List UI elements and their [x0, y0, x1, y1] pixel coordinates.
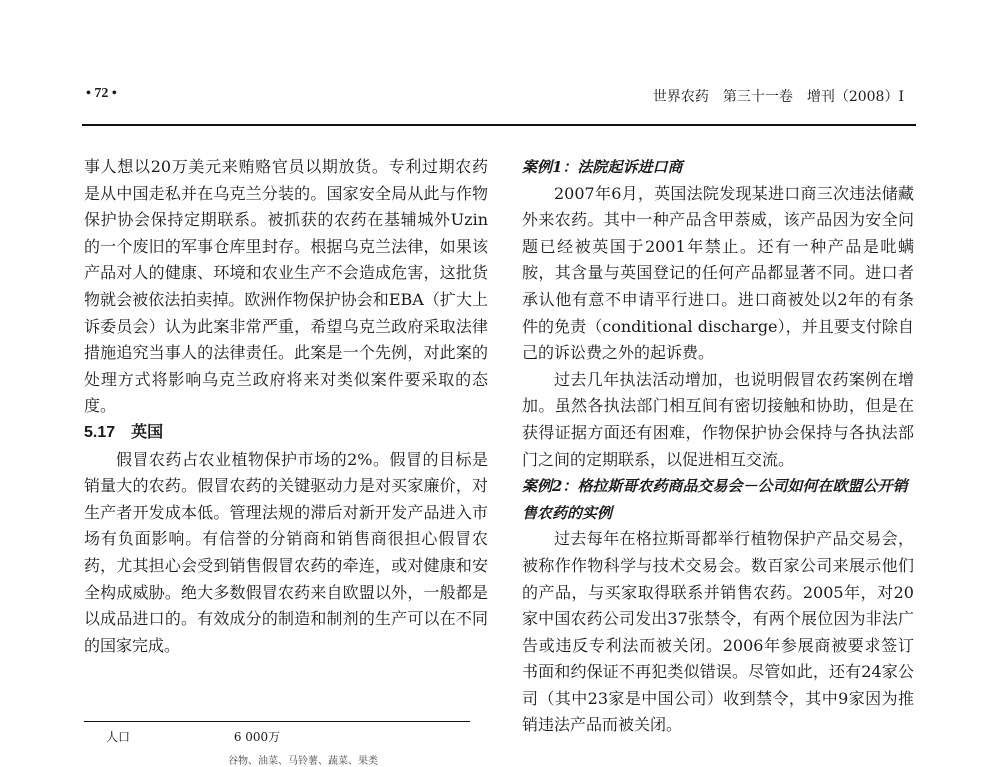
- case2-title: 案例2：格拉斯哥农药商品交易会－公司如何在欧盟公开销售农药的实例: [522, 477, 908, 522]
- table-top-rule: [84, 721, 470, 722]
- paragraph-ukraine-case: 事人想以20万美元来贿赂官员以期放货。专利过期农药是从中国走私并在乌克兰分装的。国家安全局从此与作物保护协会保持定期联系。被抓获的农药在基辅城外Uzin的一个废旧的军事仓库里封存。根据乌克兰法律，如果该产品对人的健康、环境和农业生产不会造成危害，这批货物就会被依法拍卖掉。欧洲作物保护协会和EBA（扩大上诉委员会）认为此案非常严重，希望乌克兰政府采取法律措施追究当事人的法律责任。此案是一个先例，对此案的处理方式将影响乌克兰政府将来对类似案件要采取的态度。: [84, 157, 488, 416]
- case1-title: 案例1：法院起诉进口商: [522, 158, 683, 176]
- table-value-population: 6 000万: [233, 730, 281, 744]
- journal-title: 世界农药 第三十一卷 增刊（2008）I: [652, 89, 904, 105]
- left-column: [84, 154, 488, 659]
- paragraph-uk-counterfeit: 假冒农药占农业植物保护市场的2%。假冒的目标是销量大的农药。假冒农药的关键驱动力是对买家廉价，对生产者开发成本低。管理法规的滞后对新开发产品进入市场有负面影响。有信誉的分销商和销售商很担心假冒农药，尤其担心会受到销售假冒农药的牵连，或对健康和安全构成威胁。绝大多数假冒农药来自欧盟以外，一般都是以成品进口的。有效成分的制造和制剂的生产可以在不同的国家完成。: [84, 449, 488, 655]
- table-row-partial: 谷物、油菜、马铃薯、蔬菜、果类: [228, 756, 378, 767]
- page-number: • 72 •: [86, 86, 117, 101]
- paragraph-case1-court: 2007年6月，英国法院发现某进口商三次违法储藏外来农药。其中一种产品含甲萘威，该产品因为安全问题已经被英国于2001年禁止。还有一种产品是吡螨胺，其含量与英国登记的任何产品都显著不同。进口者承认他有意不申请平行进口。进口商被处以2年的有条件的免责（conditional discharge），并且要支付除自己的诉讼费之外的起诉费。: [522, 183, 914, 363]
- section-heading-uk: 5.17 英国: [84, 423, 164, 441]
- right-column: [522, 154, 914, 739]
- header-rule: [82, 124, 916, 126]
- paragraph-enforcement: 过去几年执法活动增加，也说明假冒农药案例在增加。虽然各执法部门相互间有密切接触和协助，但是在获得证据方面还有困难，作物保护协会保持与各执法部门之间的定期联系，以促进相互交流。: [522, 369, 914, 469]
- table-row: [106, 728, 466, 745]
- table-label-population: 人口: [106, 730, 131, 744]
- paragraph-case2-glasgow: 过去每年在格拉斯哥都举行植物保护产品交易会，被称作作物科学与技术交易会。数百家公司来展示他们的产品，与买家取得联系并销售农药。2005年，对20家中国农药公司发出37张禁令，有两个展位因为非法广告或违反专利法而被关闭。2006年参展商被要求签订书面和约保证不再犯类似错误。尽管如此，还有24家公司（其中23家是中国公司）收到禁令，其中9家因为推销违法产品而被关闭。: [522, 529, 914, 735]
